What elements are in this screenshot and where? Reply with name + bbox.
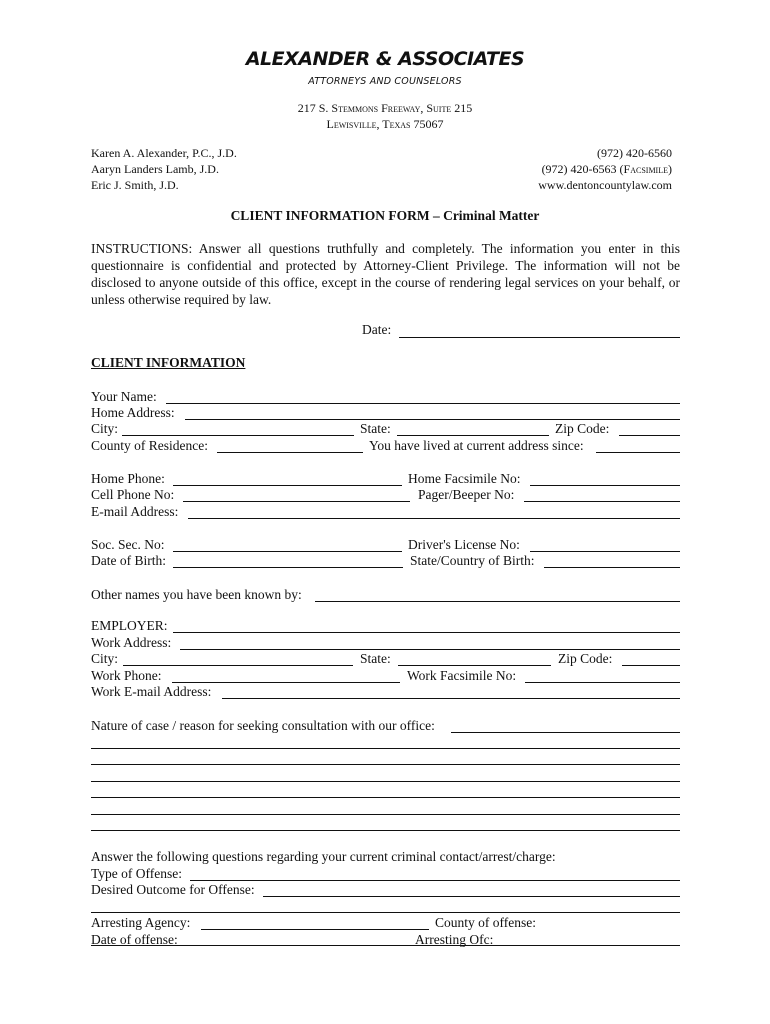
work-phone-field[interactable] [172,682,400,683]
county-offense-label: County of offense: [435,915,536,930]
website-link[interactable]: www.dentoncountylaw.com [538,178,672,192]
home-address-field[interactable] [185,419,680,420]
home-phone-label: Home Phone: [91,471,165,486]
county-label: County of Residence: [91,438,208,453]
nature-label: Nature of case / reason for seeking consultation with our office: [91,718,435,733]
work-email-label: Work E-mail Address: [91,684,212,699]
form-title: CLIENT INFORMATION FORM – Criminal Matter [230,208,540,223]
date-label: Date: [362,322,392,337]
arresting-ofc-label: Arresting Ofc: [415,932,494,947]
work-city-label: City: [91,651,119,666]
nature-line[interactable] [91,748,680,749]
work-phone-label: Work Phone: [91,668,162,683]
nature-line[interactable] [91,830,680,831]
offense-type-label: Type of Offense: [91,866,183,881]
offense-type-field[interactable] [190,880,680,881]
work-address-label: Work Address: [91,635,172,650]
work-zip-label: Zip Code: [558,651,613,666]
work-address-field[interactable] [180,649,680,650]
dob-field[interactable] [173,567,403,568]
state-label: State: [360,421,391,436]
nature-line[interactable] [91,781,680,782]
work-fax-field[interactable] [525,682,680,683]
other-names-label: Other names you have been known by: [91,587,302,602]
fax-number: (972) 420-6563 (Facsimile) [541,162,672,176]
lived-since-label: You have lived at current address since: [369,438,584,453]
home-address-label: Home Address: [91,405,175,420]
instructions: INSTRUCTIONS: Answer all questions truthfully and completely. The information you enter in this questionnaire is confidential and protected by Attorney-Client Privilege. The information will not be disclosed to anyone outside of this office, except in the course of rendering legal services on your behalf, or unless otherwise required by law. [91,241,680,307]
cell-phone-label: Cell Phone No: [91,487,175,502]
city-field[interactable] [122,435,354,436]
address-line-2: Lewisville, Texas 75067 [326,117,444,131]
work-email-field[interactable] [222,698,680,699]
other-names-field[interactable] [315,601,680,602]
work-fax-label: Work Facsimile No: [407,668,517,683]
dob-label: Date of Birth: [91,553,166,568]
desired-outcome-label: Desired Outcome for Offense: [91,882,255,897]
state-field[interactable] [397,435,549,436]
attorney-name: Karen A. Alexander, P.C., J.D. [91,146,237,160]
work-zip-field[interactable] [622,665,680,666]
date-field[interactable] [399,337,680,338]
ssn-field[interactable] [173,551,402,552]
cell-phone-field[interactable] [183,501,410,502]
zip-label: Zip Code: [555,421,610,436]
your-name-field[interactable] [166,403,680,404]
contact-block [432,145,672,193]
pager-field[interactable] [524,501,680,502]
birth-place-label: State/Country of Birth: [410,553,535,568]
arresting-agency-field[interactable] [201,929,429,930]
home-fax-field[interactable] [530,485,680,486]
desired-outcome-field[interactable] [263,896,680,897]
desired-outcome-line[interactable] [91,912,680,913]
work-state-field[interactable] [398,665,551,666]
arresting-agency-label: Arresting Agency: [91,915,191,930]
lived-since-field[interactable] [596,452,680,453]
county-field[interactable] [217,452,363,453]
address-line-1: 217 S. Stemmons Freeway, Suite 215 [297,101,473,115]
home-phone-field[interactable] [173,485,402,486]
home-fax-label: Home Facsimile No: [408,471,521,486]
attorney-name: Aaryn Landers Lamb, J.D. [91,162,219,176]
city-label: City: [91,421,119,436]
work-state-label: State: [360,651,391,666]
section-title: CLIENT INFORMATION [91,355,246,370]
nature-line[interactable] [91,814,680,815]
work-city-field[interactable] [123,665,353,666]
birth-place-field[interactable] [544,567,680,568]
ssn-label: Soc. Sec. No: [91,537,165,552]
email-field[interactable] [188,518,680,519]
nature-line[interactable] [91,797,680,798]
date-offense-label: Date of offense: [91,932,178,947]
your-name-label: Your Name: [91,389,157,404]
date-offense-field[interactable] [91,945,680,946]
employer-field[interactable] [173,632,680,633]
phone-number: (972) 420-6560 [597,146,672,160]
attorney-list [91,145,237,193]
dl-label: Driver's License No: [408,537,520,552]
zip-field[interactable] [619,435,680,436]
employer-label: EMPLOYER: [91,618,168,633]
firm-name: ALEXANDER & ASSOCIATES [245,48,525,70]
email-label: E-mail Address: [91,504,179,519]
attorney-name: Eric J. Smith, J.D. [91,178,179,192]
dl-field[interactable] [530,551,680,552]
nature-line[interactable] [91,764,680,765]
nature-field[interactable] [451,732,680,733]
firm-subtitle: ATTORNEYS AND COUNSELORS [308,76,462,87]
answer-following-text: Answer the following questions regarding your current criminal contact/arrest/charge: [91,849,556,864]
pager-label: Pager/Beeper No: [418,487,515,502]
